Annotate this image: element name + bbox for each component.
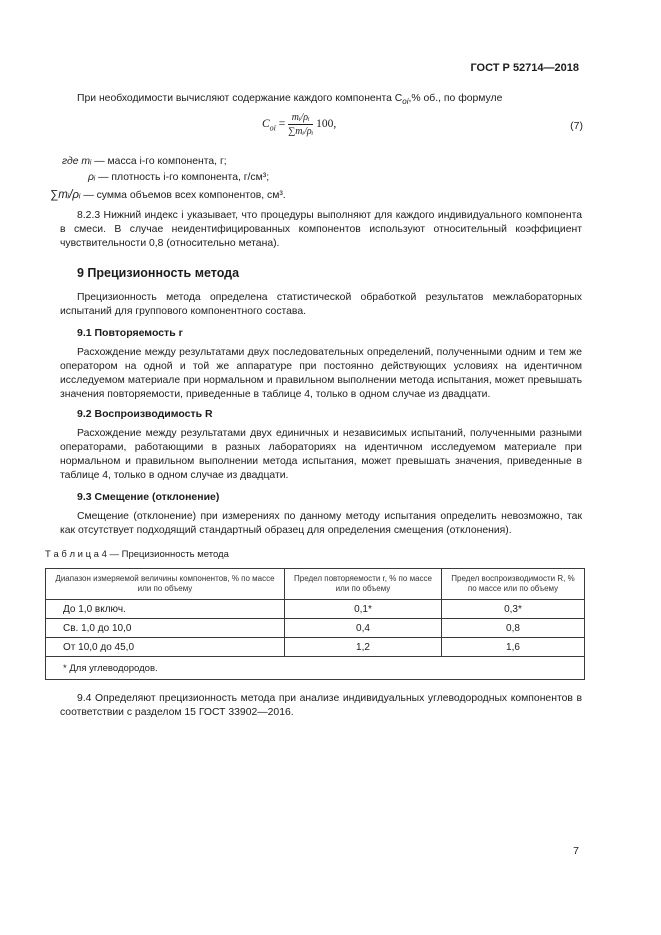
section-9-title: 9 Прецизионность метода: [77, 266, 240, 280]
formula-number: (7): [570, 120, 583, 132]
where-symbol-3: ∑mᵢ/ρᵢ: [50, 189, 81, 201]
paragraph-8-2-3: 8.2.3 Нижний индекс i указывает, что процедуры выполняют для каждого индивидуального компонента в смеси. В случае неидентифицированных компонентов используют относительный коэффициент чувствительности 0,8 (относительно метана).: [60, 210, 582, 249]
formula-denominator: ∑mᵢ/ρᵢ: [288, 126, 314, 137]
table-cell: 0,8: [442, 619, 585, 638]
section-9-1-title-text: 9.1 Повторяемость r: [77, 327, 183, 339]
table-footnote: * Для углеводородов.: [46, 657, 585, 680]
where-item-1: [62, 155, 582, 169]
intro-subscript: oi: [402, 97, 409, 107]
table-cell: Св. 1,0 до 10,0: [46, 619, 285, 638]
intro-tail: ,% об., по формуле: [408, 93, 503, 104]
formula-fraction: [288, 112, 313, 137]
formula-7: [262, 112, 336, 137]
table-cell: 0,3*: [442, 600, 585, 619]
formula-numerator: mᵢ/ρᵢ: [288, 112, 313, 125]
table-cell: От 10,0 до 45,0: [46, 638, 285, 657]
section-9-3-title: 9.3 Смещение (отклонение): [77, 491, 220, 503]
table-header-row: [46, 569, 585, 600]
where-symbol-1: где mᵢ: [62, 156, 92, 167]
page-number: 7: [573, 845, 579, 857]
intro-text: При необходимости вычисляют содержание каждого компонента C: [77, 93, 403, 104]
table-header-range: Диапазон измеряемой величины компонентов, % по массе или по объему: [46, 569, 285, 600]
table-cell: До 1,0 включ.: [46, 600, 285, 619]
table-row: [46, 619, 585, 638]
section-9-2-title: 9.2 Воспроизводимость R: [77, 408, 213, 420]
section-9-intro: Прецизионность метода определена статистической обработкой результатов межлабораторных испытаний для группового компонентного состава.: [60, 292, 582, 317]
precision-table: [45, 568, 585, 680]
table-cell: 0,1*: [285, 600, 442, 619]
document-header: ГОСТ Р 52714—2018: [470, 62, 579, 74]
formula-lhs-sub: oi: [269, 123, 276, 133]
table-caption-label: Т а б л и ц а: [45, 549, 99, 560]
table-header-reproducibility: Предел воспроизводимости R, % по массе или по объему: [442, 569, 585, 600]
table-cell: 1,2: [285, 638, 442, 657]
table-caption: [45, 549, 229, 560]
where-text-2: — плотность i-го компонента, г/см³;: [98, 172, 270, 183]
table-caption-text: 4 — Прецизионность метода: [101, 549, 229, 560]
table-header-repeatability: Предел повторяемости r, % по массе или по объему: [285, 569, 442, 600]
section-9-4-text: 9.4 Определяют прецизионность метода при анализе индивидуальных углеводородных компонентов в соответствии с разделом 15 ГОСТ 33902—2016.: [60, 693, 582, 718]
section-9-2-text: Расхождение между результатами двух единичных и независимых испытаний, полученными разными операторами, работающими в разных лабораториях на идентичном исследуемом материале при нормальном и правильном выполнении метода испытания, может превышать значения, приведенные в таблице 4, только в одном случае из двадцати.: [60, 428, 582, 481]
where-item-2: [88, 171, 588, 185]
formula-factor: 100,: [313, 118, 337, 131]
table-cell: 1,6: [442, 638, 585, 657]
table-row: [46, 638, 585, 657]
table-footnote-row: [46, 657, 585, 680]
section-9-3-text: Смещение (отклонение) при измерениях по данному методу испытания определить невозможно, так как отсутствует подходящий стандартный образец для определения смещения (отклонения).: [60, 511, 582, 536]
where-text-1: — масса i-го компонента, г;: [94, 156, 227, 167]
formula-lhs: C: [262, 118, 270, 131]
section-9-1-text: Расхождение между результатами двух последовательных определений, полученными одним и тем же оператором на одной и той же аппаратуре при постоянно действующих условиях на идентичном исследуемом материале при нормальном и правильном выполнении метода испытания, может превышать значения повторяемости, приведенные в таблице 4, только в одном случае из двадцати.: [60, 347, 582, 400]
table-row: [46, 600, 585, 619]
formula-eq: =: [275, 118, 289, 131]
section-9-1-title: [77, 327, 183, 339]
where-item-3: [50, 188, 580, 203]
intro-paragraph: [77, 92, 587, 109]
table-cell: 0,4: [285, 619, 442, 638]
where-symbol-2: ρᵢ: [88, 172, 96, 183]
where-text-3: — сумма объемов всех компонентов, см³.: [83, 190, 286, 201]
